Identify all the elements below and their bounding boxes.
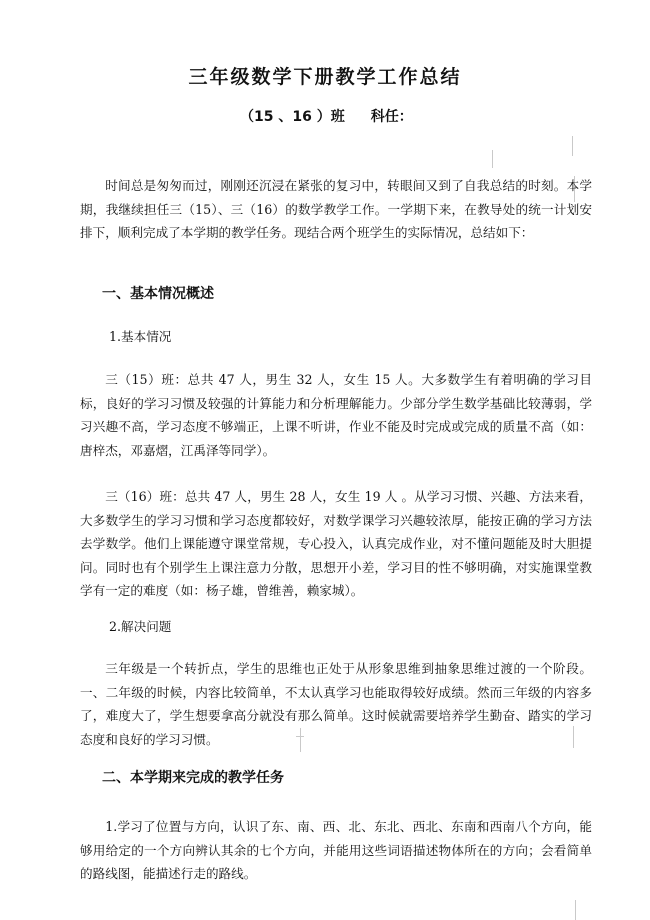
scan-mark	[572, 136, 573, 156]
scan-mark	[575, 900, 576, 920]
class-subtitle	[240, 106, 413, 126]
class-16-paragraph: 三（16）班：总共 47 人，男生 28 人，女生 19 人 。从学习习惯、兴趣、方法来看，大多数学生的学习习惯和学习态度都较好，对数学课学习兴趣较浓厚，能按正确的学习方法去学数学。他们上课能遵守课堂常规，专心投入，认真完成作业，对不懂问题能及时大胆提问。同时也有个别学生上课注意力分散，思想开小差，学习目的性不够明确，对实施课堂教学有一定的难度（如：杨子雄，曾维善，赖家城）。	[80, 489, 592, 598]
subsection-problem-solving: 2.解决问题	[109, 619, 172, 634]
section-1-heading: 一、基本情况概述	[102, 286, 214, 302]
subsection-basic-info: 1.基本情况	[109, 329, 172, 344]
class-label: （15 、16 ）班	[240, 109, 345, 125]
problem-paragraph: 三年级是一个转折点，学生的思维也正处于从形象思维到抽象思维过渡的一个阶段。一、二年级的时候，内容比较简单，不太认真学习也能取得较好成绩。然而三年级的内容多了，难度大了，学生想要拿高分就没有那么简单。这时候就需要培养学生勤奋、踏实的学习态度和良好的学习习惯。	[80, 661, 592, 747]
subject-teacher-label: 科任：	[370, 109, 413, 125]
scan-mark	[492, 150, 493, 168]
class-15-paragraph: 三（15）班：总共 47 人，男生 32 人，女生 15 人。大多数学生有着明确的学习目标，良好的学习习惯及较强的计算能力和分析理解能力。少部分学生数学基础比较薄弱，学习兴趣不高，学习态度不够端正，上课不听讲，作业不能及时完成或完成的质量不高（如：唐梓杰，邓嘉熠，江禹泽等同学）。	[80, 372, 592, 458]
section-2-heading: 二、本学期来完成的教学任务	[102, 770, 284, 786]
intro-paragraph: 时间总是匆匆而过，刚刚还沉浸在紧张的复习中，转眼间又到了自我总结的时刻。本学期，我继续担任三（15）、三（16）的数学教学工作。一学期下来，在教导处的统一计划安排下，顺利完成了本学期的教学任务。现结合两个班学生的实际情况，总结如下：	[80, 178, 592, 240]
document-title: 三年级数学下册教学工作总结	[188, 66, 462, 88]
task-item-1: 1.学习了位置与方向，认识了东、南、西、北、东北、西北、东南和西南八个方向，能够用给定的一个方向辨认其余的七个方向，并能用这些词语描述物体所在的方向；会看简单的路线图，能描述行走的路线。	[80, 819, 592, 881]
